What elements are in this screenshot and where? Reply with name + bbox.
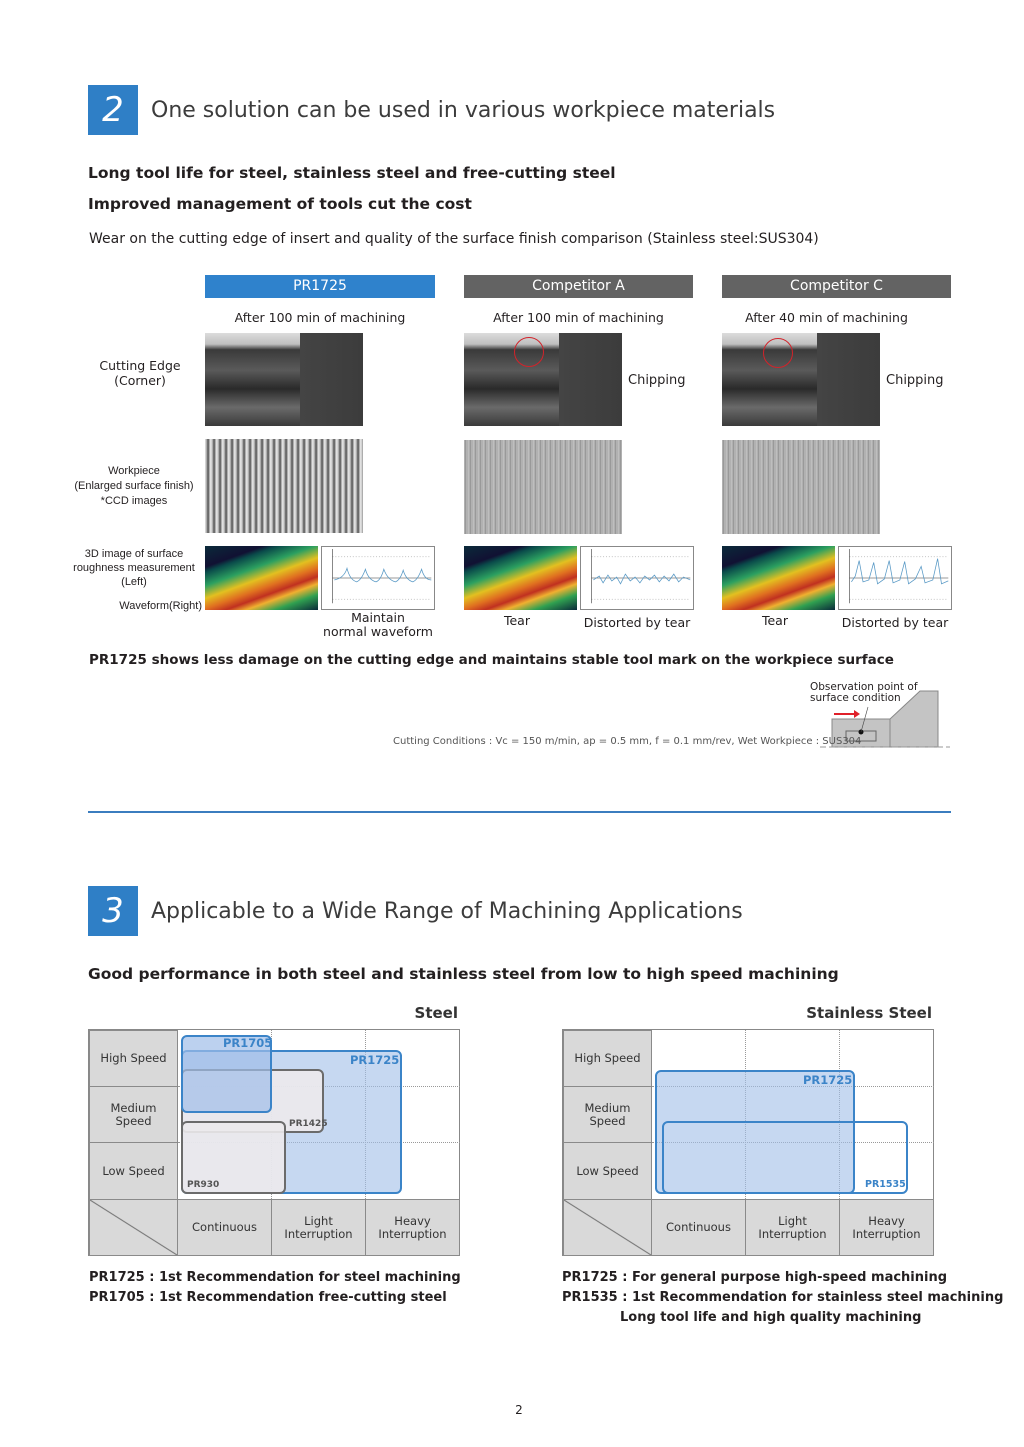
cutting-edge-image-competitor-a — [464, 333, 622, 426]
row-label-high-speed: High Speed — [563, 1030, 652, 1087]
cutting-edge-image-pr1725 — [205, 333, 363, 426]
label-line: (Corner) — [114, 373, 166, 388]
workpiece-surface-image — [464, 440, 622, 534]
steel-notes — [89, 1268, 461, 1308]
corner-cell — [563, 1199, 652, 1256]
row-label-high-speed: High Speed — [89, 1030, 178, 1087]
3d-roughness-image — [722, 546, 835, 610]
label-line: *CCD images — [100, 495, 168, 507]
label-line: Cutting Edge — [99, 358, 181, 373]
section-title: Applicable to a Wide Range of Machining Applications — [151, 899, 743, 924]
page-number: 2 — [515, 1403, 523, 1417]
grade-label: PR1705 — [223, 1036, 273, 1050]
grade-label: PR1425 — [289, 1119, 328, 1129]
row-label-workpiece — [66, 464, 202, 509]
subheading: Improved management of tools cut the cost — [88, 195, 472, 213]
section-divider — [88, 811, 951, 813]
col-label-continuous: Continuous — [177, 1199, 272, 1256]
chipping-note: Chipping — [886, 373, 944, 388]
row-label-cutting-edge — [90, 358, 190, 388]
row-label-medium-speed: Medium Speed — [89, 1086, 178, 1143]
note-line: PR1725 : 1st Recommendation for steel machining — [89, 1270, 461, 1285]
tear-note: Tear — [761, 613, 788, 628]
3d-roughness-image — [205, 546, 318, 610]
note-line: PR1725 : For general purpose high-speed machining — [562, 1270, 948, 1285]
stainless-application-chart — [562, 1029, 934, 1256]
grade-label: PR1725 — [803, 1073, 853, 1087]
stainless-notes — [562, 1268, 1003, 1328]
subheading: Good performance in both steel and stainless steel from low to high speed machining — [88, 965, 839, 983]
waveform-graph — [580, 546, 694, 610]
note-line: normal waveform — [323, 624, 433, 639]
corner-cell — [89, 1199, 178, 1256]
machining-time: After 40 min of machining — [745, 310, 908, 325]
label-line: 3D image of surface — [84, 548, 184, 560]
chart-title-steel: Steel — [414, 1004, 458, 1022]
chipping-note: Chipping — [628, 373, 686, 388]
cutting-edge-image-competitor-c — [722, 333, 880, 426]
label-line: Observation point of — [810, 681, 918, 693]
waveform-graph — [838, 546, 952, 610]
machining-time: After 100 min of machining — [493, 310, 664, 325]
col-label-light-interruption: Light Interruption — [745, 1199, 840, 1256]
waveform-note: Distorted by tear — [583, 615, 691, 630]
caption: Wear on the cutting edge of insert and quality of the surface finish comparison (Stainless steel:SUS304) — [89, 231, 819, 247]
steel-application-chart — [88, 1029, 460, 1256]
conclusion: PR1725 shows less damage on the cutting edge and maintains stable tool mark on the workpiece surface — [89, 652, 894, 668]
chart-title-stainless: Stainless Steel — [806, 1004, 932, 1022]
3d-roughness-image — [464, 546, 577, 610]
row-label-3d-waveform — [66, 547, 202, 613]
workpiece-surface-image — [205, 439, 363, 533]
grade-label: PR930 — [187, 1180, 220, 1190]
col-label-heavy-interruption: Heavy Interruption — [839, 1199, 934, 1256]
grade-label: PR1725 — [350, 1053, 400, 1067]
machining-time: After 100 min of machining — [234, 310, 406, 325]
section-number-badge: 3 — [88, 886, 138, 936]
note-line: PR1535 : 1st Recommendation for stainless steel machining — [562, 1290, 1004, 1305]
chipping-marker — [514, 337, 544, 367]
workpiece-surface-image — [722, 440, 880, 534]
label-line: surface condition — [810, 692, 901, 704]
section-title: One solution can be used in various workpiece materials — [151, 98, 776, 123]
label-line: (Left) — [121, 576, 147, 588]
waveform-note: Distorted by tear — [841, 615, 949, 630]
col-label-continuous: Continuous — [651, 1199, 746, 1256]
tear-note: Tear — [503, 613, 530, 628]
column-header-pr1725: PR1725 — [205, 275, 435, 298]
note-line: Long tool life and high quality machining — [620, 1310, 922, 1325]
cutting-conditions: Cutting Conditions : Vc = 150 m/min, ap = 0.5 mm, f = 0.1 mm/rev, Wet Workpiece : SUS304 — [393, 736, 862, 747]
label-line: roughness measurement — [73, 562, 195, 574]
note-line: PR1705 : 1st Recommendation free-cutting steel — [89, 1290, 447, 1305]
label-line: Workpiece — [108, 465, 160, 477]
chipping-marker — [763, 338, 793, 368]
row-label-low-speed: Low Speed — [563, 1142, 652, 1200]
subheading: Long tool life for steel, stainless steel and free-cutting steel — [88, 164, 616, 182]
note-line: Maintain — [351, 610, 405, 625]
label-line: Waveform(Right) — [119, 600, 202, 612]
col-label-light-interruption: Light Interruption — [271, 1199, 366, 1256]
label-line: (Enlarged surface finish) — [74, 480, 194, 492]
column-header-competitor-a: Competitor A — [464, 275, 693, 298]
section-number-badge: 2 — [88, 85, 138, 135]
col-label-heavy-interruption: Heavy Interruption — [365, 1199, 460, 1256]
waveform-graph — [321, 546, 435, 610]
row-label-medium-speed: Medium Speed — [563, 1086, 652, 1143]
column-header-competitor-c: Competitor C — [722, 275, 951, 298]
grade-label: PR1535 — [865, 1179, 906, 1190]
row-label-low-speed: Low Speed — [89, 1142, 178, 1200]
waveform-note — [322, 611, 434, 639]
